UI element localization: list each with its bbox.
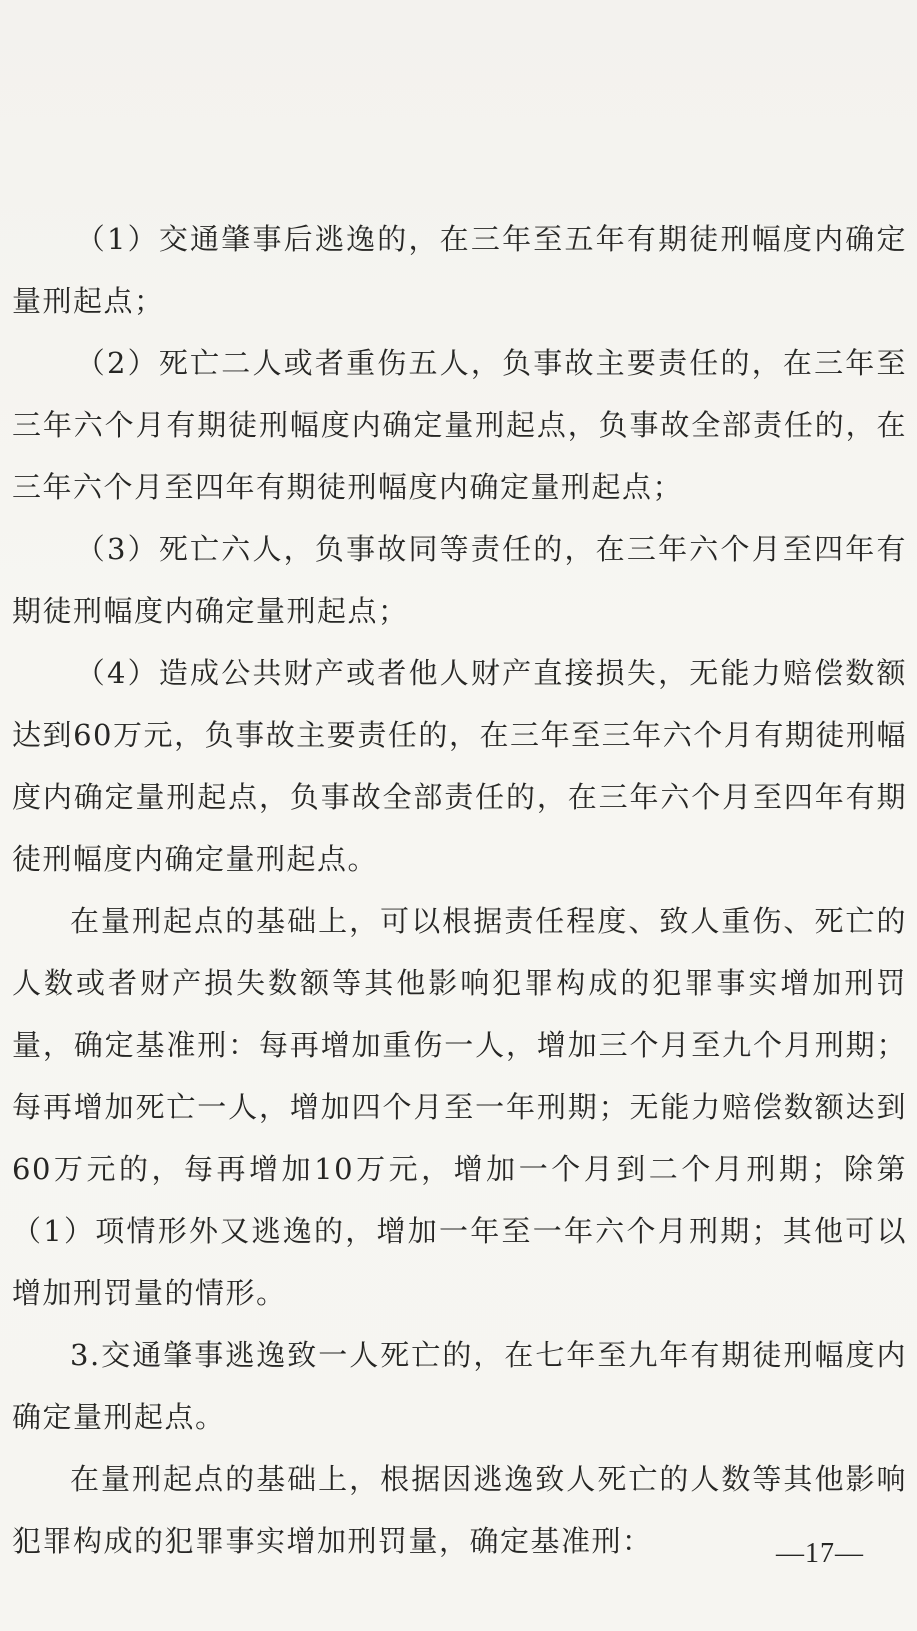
- document-body: [12, 208, 907, 1572]
- paragraph-item-4: （4）造成公共财产或者他人财产直接损失，无能力赔偿数额达到60万元，负事故主要责任的，在三年至三年六个月有期徒刑幅度内确定量刑起点，负事故全部责任的，在三年六个月至四年有期徒刑幅度内确定量刑起点。: [12, 656, 907, 876]
- page-number: —17—: [776, 1538, 864, 1569]
- paragraph-base-sentence: 在量刑起点的基础上，可以根据责任程度、致人重伤、死亡的人数或者财产损失数额等其他影响犯罪构成的犯罪事实增加刑罚量，确定基准刑：每再增加重伤一人，增加三个月至九个月刑期；每再增加死亡一人，增加四个月至一年刑期；无能力赔偿数额达到60万元的，每再增加10万元，增加一个月到二个月刑期；除第（1）项情形外又逃逸的，增加一年至一年六个月刑期；其他可以增加刑罚量的情形。: [12, 904, 907, 1310]
- paragraph-section-3-base: 在量刑起点的基础上，根据因逃逸致人死亡的人数等其他影响犯罪构成的犯罪事实增加刑罚量，确定基准刑：: [12, 1462, 907, 1558]
- paragraph-item-1: （1）交通肇事后逃逸的，在三年至五年有期徒刑幅度内确定量刑起点；: [12, 222, 907, 318]
- paragraph-section-3: 3.交通肇事逃逸致一人死亡的，在七年至九年有期徒刑幅度内确定量刑起点。: [12, 1338, 907, 1434]
- paragraph-item-2: （2）死亡二人或者重伤五人，负事故主要责任的，在三年至三年六个月有期徒刑幅度内确定量刑起点，负事故全部责任的，在三年六个月至四年有期徒刑幅度内确定量刑起点；: [12, 346, 907, 504]
- paragraph-item-3: （3）死亡六人，负事故同等责任的，在三年六个月至四年有期徒刑幅度内确定量刑起点；: [12, 532, 907, 628]
